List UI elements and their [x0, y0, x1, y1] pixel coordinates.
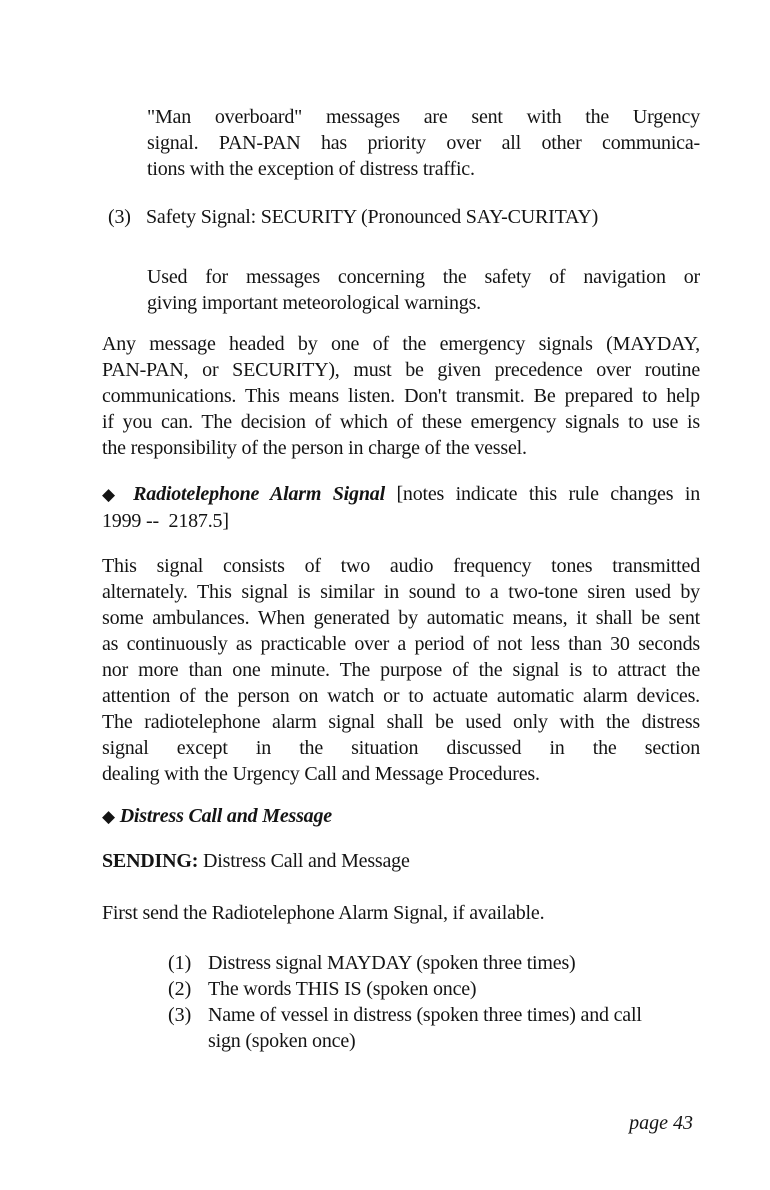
paragraph-first-send [102, 900, 700, 926]
text-line: Used for messages concerning the safety of navigation or [147, 266, 700, 288]
list-item-number: (1) [168, 952, 192, 974]
sending-text: Distress Call and Message [203, 850, 410, 872]
text-line: alternately. This signal is similar in sound to a two-tone siren used by [102, 581, 700, 603]
list-item-number: (3) [108, 206, 131, 228]
heading-title: Radiotelephone Alarm Signal [133, 483, 385, 505]
text-line: if you can. The decision of which of these emergency signals to use is [102, 411, 700, 433]
text-line: nor more than one minute. The purpose of the signal is to attract the [102, 659, 700, 681]
text-line: the responsibility of the person in charge of the vessel. [102, 437, 527, 459]
list-item-text-wrap: sign (spoken once) [208, 1030, 356, 1052]
list-item-text: Name of vessel in distress (spoken three times) and call [208, 1004, 642, 1026]
distress-procedure-list [168, 950, 700, 1054]
list-item-text: Distress signal MAYDAY (spoken three times) [208, 952, 576, 974]
list-item-number: (2) [168, 978, 192, 1000]
paragraph-alarm-signal-description [102, 553, 700, 787]
diamond-bullet-icon: ◆ [102, 485, 122, 504]
list-item-text: The words THIS IS (spoken once) [208, 978, 477, 1000]
paragraph-man-overboard [147, 104, 700, 182]
diamond-bullet-icon: ◆ [102, 807, 115, 826]
heading-radiotelephone-alarm-signal [102, 481, 700, 534]
text-line: communications. This means listen. Don't transmit. Be prepared to help [102, 385, 700, 407]
heading-note: [notes indicate this rule changes in [396, 483, 700, 505]
heading-note-continued: 1999 -- 2187.5] [102, 510, 229, 532]
safety-signal-text: Safety Signal: SECURITY (Pronounced SAY-CURITAY) [146, 206, 599, 228]
text-line: This signal consists of two audio frequency tones transmitted [102, 555, 700, 577]
text-line: Any message headed by one of the emergency signals (MAYDAY, [102, 333, 700, 355]
text-line: attention of the person on watch or to actuate automatic alarm devices. [102, 685, 700, 707]
list-item [168, 950, 700, 976]
heading-line [102, 481, 700, 508]
text-line: PAN-PAN, or SECURITY), must be given precedence over routine [102, 359, 700, 381]
text-line: tions with the exception of distress traffic. [147, 158, 475, 180]
sending-line [102, 848, 700, 874]
text-line: "Man overboard" messages are sent with the Urgency [147, 106, 700, 128]
heading-title: Distress Call and Message [119, 805, 332, 827]
text-line: giving important meteorological warnings. [147, 292, 481, 314]
paragraph-any-message [102, 331, 700, 461]
safety-signal-item [108, 204, 700, 230]
text-line: dealing with the Urgency Call and Message Procedures. [102, 763, 540, 785]
list-item [168, 1002, 700, 1054]
list-item [168, 976, 700, 1002]
text-line: The radiotelephone alarm signal shall be used only with the distress [102, 711, 700, 733]
text-line: some ambulances. When generated by automatic means, it shall be sent [102, 607, 700, 629]
text-line: First send the Radiotelephone Alarm Signal, if available. [102, 902, 545, 924]
paragraph-used-for [147, 264, 700, 316]
page-number: page 43 [629, 1112, 693, 1134]
heading-distress-call-and-message [102, 803, 700, 830]
text-line: signal except in the situation discussed in the section [102, 737, 700, 759]
sending-label: SENDING: [102, 850, 199, 872]
text-line: signal. PAN-PAN has priority over all other communica- [147, 132, 700, 154]
text-line: as continuously as practicable over a period of not less than 30 seconds [102, 633, 700, 655]
list-item-number: (3) [168, 1004, 192, 1026]
